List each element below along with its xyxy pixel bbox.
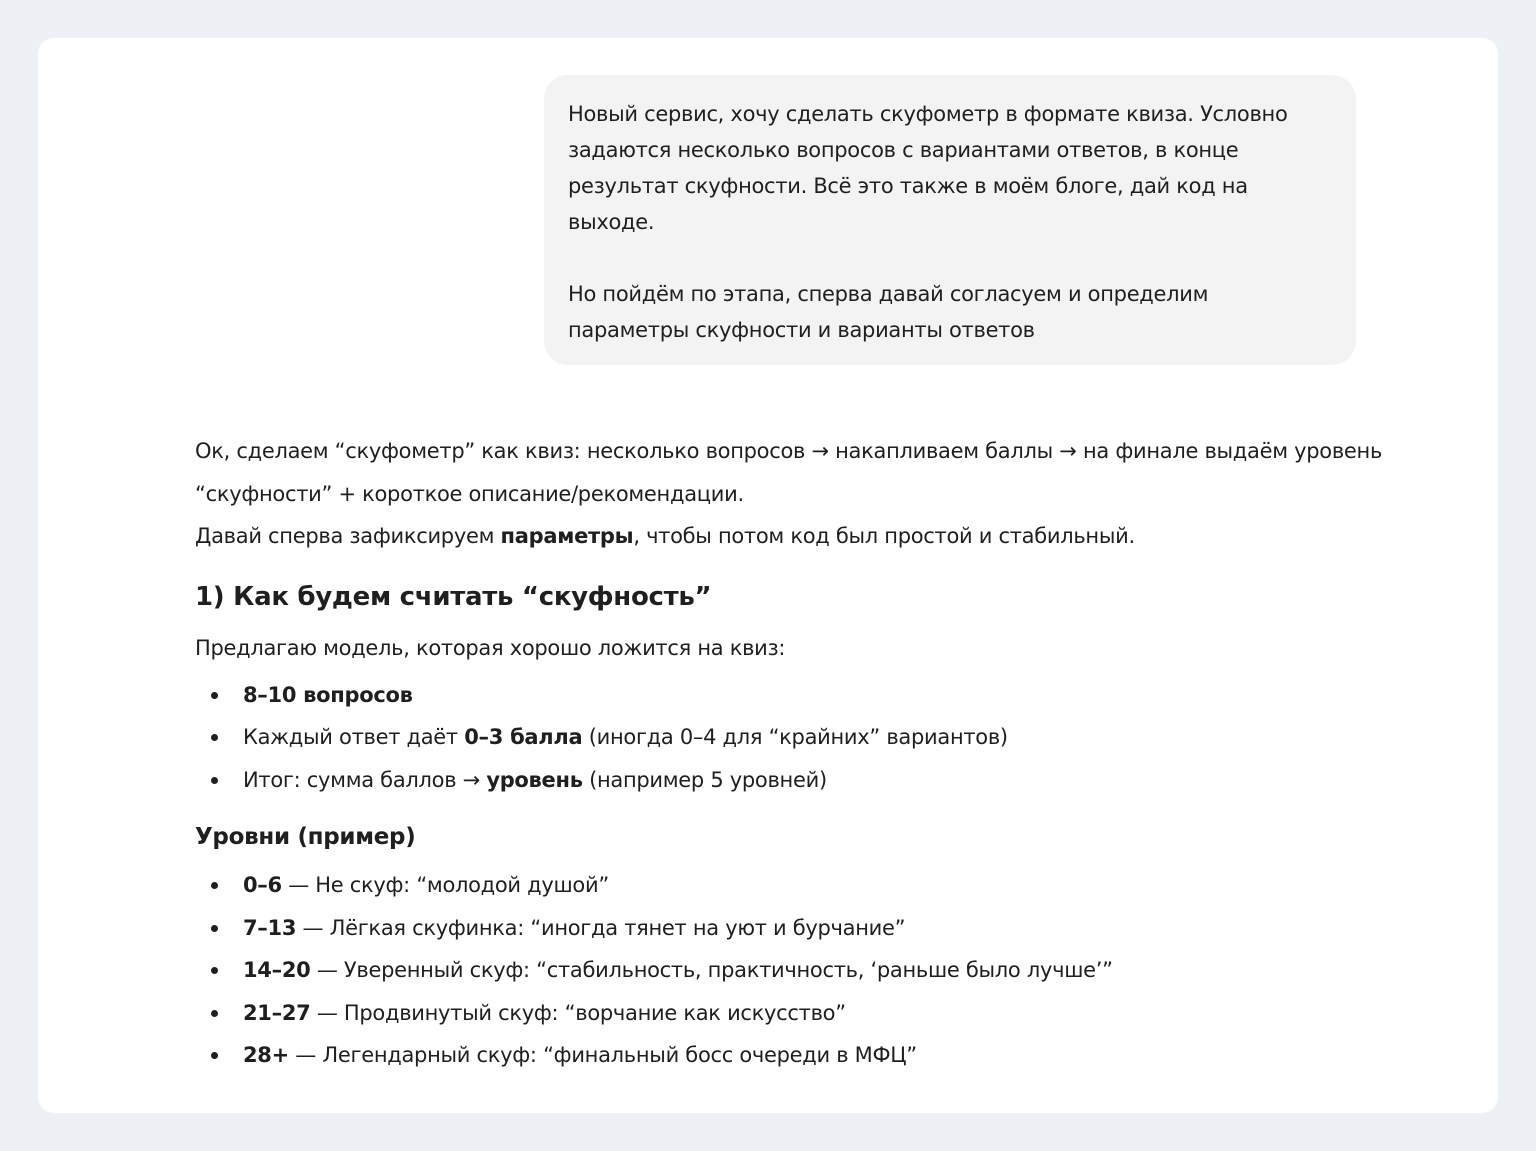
- level-description: — Лёгкая скуфинка: “иногда тянет на уют и бурчание”: [296, 915, 906, 940]
- bullet-icon: [211, 777, 218, 784]
- bullet-icon: [211, 967, 218, 974]
- item-text: Каждый ответ даёт: [243, 725, 465, 749]
- level-description: — Уверенный скуф: “стабильность, практичность, ‘раньше было лучше’”: [310, 958, 1113, 982]
- user-message-bubble: [544, 75, 1356, 365]
- level-description: — Продвинутый скуф: “ворчание как искусство”: [310, 1000, 846, 1025]
- level-item: [195, 1034, 1395, 1077]
- intro-line: Ок, сделаем “скуфометр” как квиз: несколько вопросов → накапливаем баллы → на финале выдаём уровень “скуфности” + короткое описание/рекомендации.: [195, 439, 1383, 506]
- list-item: [195, 716, 1395, 759]
- level-item: [195, 992, 1395, 1035]
- level-item: [195, 907, 1395, 950]
- user-message-paragraph: Но пойдём по этапа, сперва давай согласуем и определим параметры скуфности и варианты ответов: [568, 282, 1209, 342]
- level-range: 21–27: [243, 1000, 311, 1025]
- list-item: [195, 759, 1395, 802]
- level-range: 28+: [243, 1043, 289, 1067]
- bullet-icon: [211, 692, 218, 699]
- assistant-response: [195, 430, 1395, 1077]
- item-text: Итог: сумма баллов →: [243, 767, 487, 792]
- item-bold-text: 0–3 балла: [464, 725, 583, 749]
- list-item: [195, 674, 1395, 717]
- model-list: [195, 674, 1395, 802]
- level-range: 14–20: [243, 958, 311, 982]
- chat-card: [38, 38, 1498, 1113]
- level-item: [195, 864, 1395, 907]
- levels-heading: Уровни (пример): [195, 824, 416, 850]
- item-bold-text: уровень: [486, 767, 583, 792]
- item-bold-text: 8–10 вопросов: [243, 682, 413, 707]
- bullet-icon: [211, 882, 218, 889]
- bullet-icon: [211, 1010, 218, 1017]
- user-message-paragraph: Новый сервис, хочу сделать скуфометр в формате квиза. Условно задаются несколько вопросов с вариантами ответов, в конце результат скуфности. Всё это также в моём блоге, дай код на выходе.: [568, 102, 1288, 234]
- intro-text: , чтобы потом код был простой и стабильный.: [633, 524, 1135, 548]
- bullet-icon: [211, 734, 218, 741]
- item-text: (например 5 уровней): [582, 767, 827, 792]
- intro-text: Давай сперва зафиксируем: [195, 524, 501, 548]
- level-range: 0–6: [243, 873, 282, 897]
- bullet-icon: [211, 925, 218, 932]
- level-description: — Не скуф: “молодой душой”: [281, 873, 609, 897]
- section-paragraph: Предлагаю модель, которая хорошо ложится на квиз:: [195, 635, 786, 660]
- item-text: (иногда 0–4 для “крайних” вариантов): [582, 725, 1008, 749]
- intro-bold-text: параметры: [500, 524, 634, 548]
- level-item: [195, 949, 1395, 992]
- bullet-icon: [211, 1052, 218, 1059]
- level-range: 7–13: [243, 915, 297, 940]
- level-description: — Легендарный скуф: “финальный босс очереди в МФЦ”: [288, 1043, 917, 1067]
- levels-list: [195, 864, 1395, 1077]
- section-heading: 1) Как будем считать “скуфность”: [195, 581, 712, 612]
- assistant-intro: [195, 430, 1395, 558]
